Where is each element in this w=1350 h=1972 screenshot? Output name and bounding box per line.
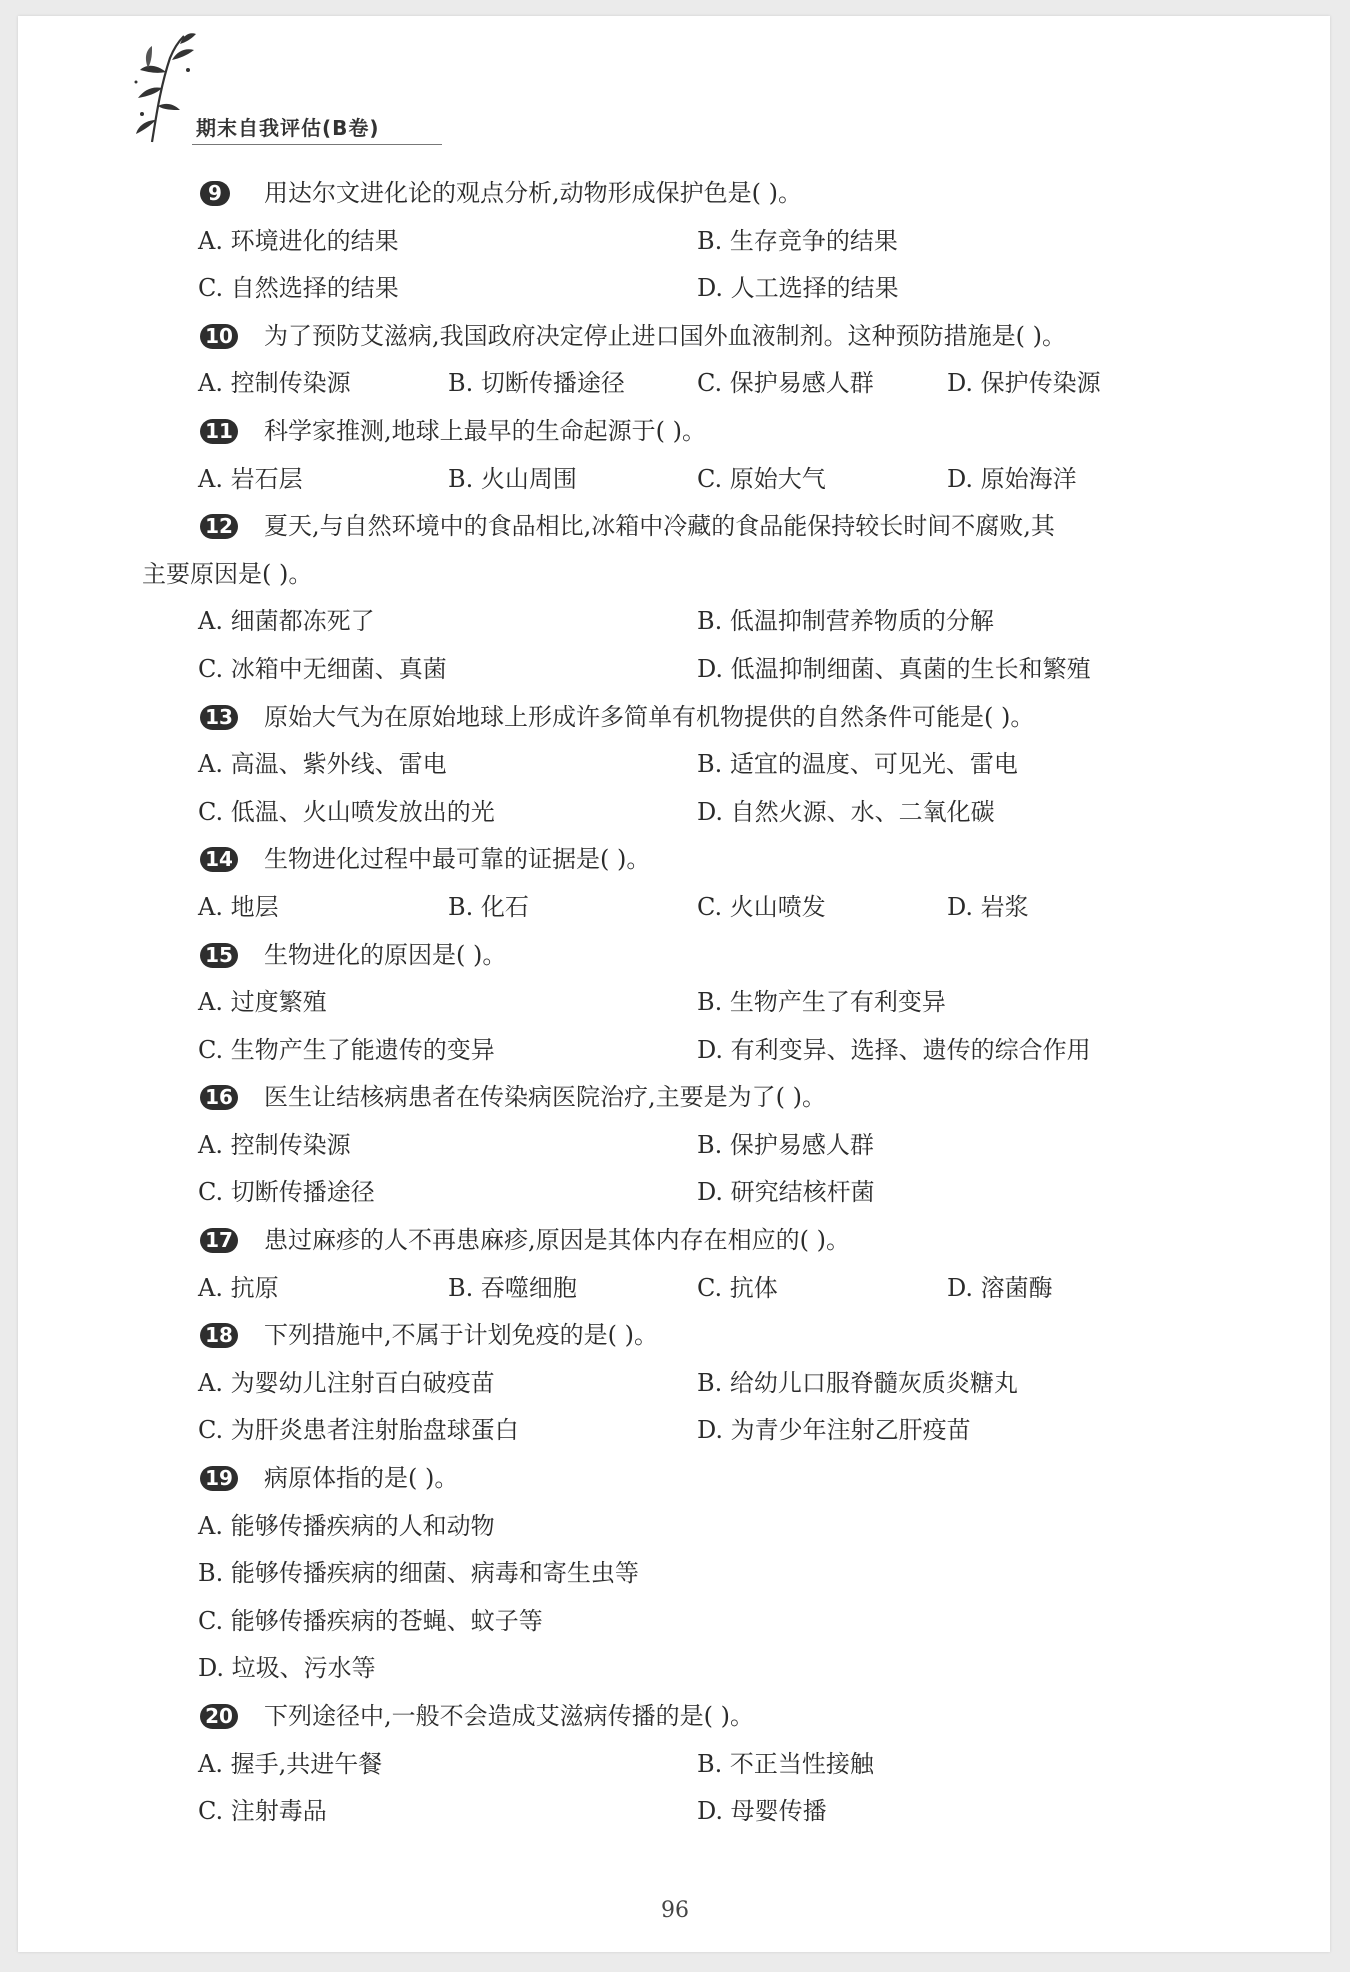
option-b[interactable]: B. 能够传播疾病的细菌、病毒和寄生虫等 <box>198 1559 639 1588</box>
option-d[interactable]: D. 岩浆 <box>947 892 1029 921</box>
question-text: 生物进化的原因是( )。 <box>264 940 507 969</box>
option-b[interactable]: B. 适宜的温度、可见光、雷电 <box>697 750 1018 779</box>
question-17-options <box>142 1265 1212 1313</box>
question-text: 夏天,与自然环境中的食品相比,冰箱中冷藏的食品能保持较长时间不腐败,其 <box>264 512 1055 541</box>
question-number-badge: 11 <box>200 419 238 444</box>
question-18-options-row1 <box>142 1360 1212 1408</box>
question-text-continued: 主要原因是( )。 <box>142 559 313 588</box>
option-c[interactable]: C. 抗体 <box>697 1273 778 1302</box>
option-a[interactable]: A. 控制传染源 <box>198 369 351 398</box>
option-a[interactable]: A. 抗原 <box>198 1273 279 1302</box>
plant-decoration-icon <box>126 28 206 146</box>
question-20-options-row1 <box>142 1741 1212 1789</box>
option-d[interactable]: D. 原始海洋 <box>947 464 1077 493</box>
question-12-options-row1 <box>142 598 1212 646</box>
question-15-options-row2 <box>142 1027 1212 1075</box>
page-number: 96 <box>661 1898 689 1923</box>
question-11-options <box>142 456 1212 504</box>
question-18-stem <box>142 1312 1212 1360</box>
option-d[interactable]: D. 研究结核杆菌 <box>697 1178 875 1207</box>
question-number-badge: 18 <box>200 1323 238 1348</box>
question-text: 生物进化过程中最可靠的证据是( )。 <box>264 845 651 874</box>
question-20-stem <box>142 1693 1212 1741</box>
question-number-badge: 19 <box>200 1466 238 1491</box>
question-text: 医生让结核病患者在传染病医院治疗,主要是为了( )。 <box>264 1083 826 1112</box>
option-a[interactable]: A. 环境进化的结果 <box>198 226 399 255</box>
option-d[interactable]: D. 自然火源、水、二氧化碳 <box>697 797 995 826</box>
header-title: 期末自我评估(B卷) <box>196 116 380 140</box>
question-10-options <box>142 360 1212 408</box>
option-a[interactable]: A. 控制传染源 <box>198 1130 351 1159</box>
question-number-badge: 10 <box>200 324 238 349</box>
option-d[interactable]: D. 垃圾、污水等 <box>198 1654 376 1683</box>
question-10-stem <box>142 313 1212 361</box>
option-c[interactable]: C. 能够传播疾病的苍蝇、蚊子等 <box>198 1606 543 1635</box>
question-number-badge: 12 <box>200 514 238 539</box>
question-16-options-row1 <box>142 1122 1212 1170</box>
option-d[interactable]: D. 为青少年注射乙肝疫苗 <box>697 1416 971 1445</box>
question-number-badge: 9 <box>200 181 230 206</box>
question-19-option-a-row <box>142 1503 1212 1551</box>
option-c[interactable]: C. 生物产生了能遗传的变异 <box>198 1035 495 1064</box>
option-a[interactable]: A. 岩石层 <box>198 464 303 493</box>
option-d[interactable]: D. 溶菌酶 <box>947 1273 1053 1302</box>
question-17-stem <box>142 1217 1212 1265</box>
option-b[interactable]: B. 火山周围 <box>448 464 577 493</box>
question-16-stem <box>142 1074 1212 1122</box>
question-text: 原始大气为在原始地球上形成许多简单有机物提供的自然条件可能是( )。 <box>264 702 1035 731</box>
option-c[interactable]: C. 原始大气 <box>697 464 826 493</box>
question-text: 患过麻疹的人不再患麻疹,原因是其体内存在相应的( )。 <box>264 1226 850 1255</box>
option-c[interactable]: C. 自然选择的结果 <box>198 274 399 303</box>
question-number-badge: 13 <box>200 705 238 730</box>
question-number-badge: 15 <box>200 943 238 968</box>
question-9-stem <box>142 170 1212 218</box>
option-c[interactable]: C. 保护易感人群 <box>697 369 874 398</box>
option-b[interactable]: B. 吞噬细胞 <box>448 1273 577 1302</box>
question-12-stem <box>142 503 1212 551</box>
option-c[interactable]: C. 注射毒品 <box>198 1797 327 1826</box>
option-b[interactable]: B. 化石 <box>448 892 529 921</box>
question-13-options-row1 <box>142 741 1212 789</box>
option-b[interactable]: B. 低温抑制营养物质的分解 <box>697 607 994 636</box>
option-d[interactable]: D. 保护传染源 <box>947 369 1101 398</box>
option-a[interactable]: A. 高温、紫外线、雷电 <box>198 750 447 779</box>
option-d[interactable]: D. 有利变异、选择、遗传的综合作用 <box>697 1035 1091 1064</box>
option-d[interactable]: D. 母婴传播 <box>697 1797 827 1826</box>
question-18-options-row2 <box>142 1407 1212 1455</box>
question-12-options-row2 <box>142 646 1212 694</box>
question-13-stem <box>142 694 1212 742</box>
option-c[interactable]: C. 切断传播途径 <box>198 1178 375 1207</box>
question-19-stem <box>142 1455 1212 1503</box>
option-b[interactable]: B. 给幼儿口服脊髓灰质炎糖丸 <box>697 1368 1018 1397</box>
question-9-options-row2 <box>142 265 1212 313</box>
page-header <box>126 28 446 146</box>
option-c[interactable]: C. 低温、火山喷发放出的光 <box>198 797 495 826</box>
question-number-badge: 17 <box>200 1228 238 1253</box>
question-number-badge: 14 <box>200 847 238 872</box>
option-b[interactable]: B. 生存竞争的结果 <box>697 226 898 255</box>
question-14-options <box>142 884 1212 932</box>
question-9-options-row1 <box>142 218 1212 266</box>
question-text: 用达尔文进化论的观点分析,动物形成保护色是( )。 <box>264 179 802 207</box>
option-a[interactable]: A. 能够传播疾病的人和动物 <box>198 1511 495 1540</box>
question-text: 下列途径中,一般不会造成艾滋病传播的是( )。 <box>264 1702 754 1730</box>
question-text: 病原体指的是( )。 <box>264 1464 459 1493</box>
option-b[interactable]: B. 生物产生了有利变异 <box>697 988 946 1017</box>
option-d[interactable]: D. 人工选择的结果 <box>697 274 899 303</box>
question-16-options-row2 <box>142 1169 1212 1217</box>
option-a[interactable]: A. 为婴幼儿注射百白破疫苗 <box>198 1368 495 1397</box>
question-12-stem-continued <box>142 551 1212 599</box>
option-a[interactable]: A. 细菌都冻死了 <box>198 607 375 636</box>
question-text: 为了预防艾滋病,我国政府决定停止进口国外血液制剂。这种预防措施是( )。 <box>264 321 1066 350</box>
question-11-stem <box>142 408 1212 456</box>
question-15-stem <box>142 932 1212 980</box>
header-underline <box>192 144 442 145</box>
option-c[interactable]: C. 火山喷发 <box>697 892 826 921</box>
option-a[interactable]: A. 过度繁殖 <box>198 988 327 1017</box>
question-text: 下列措施中,不属于计划免疫的是( )。 <box>264 1321 658 1350</box>
option-d[interactable]: D. 低温抑制细菌、真菌的生长和繁殖 <box>697 654 1091 683</box>
option-a[interactable]: A. 地层 <box>198 892 279 921</box>
option-a[interactable]: A. 握手,共进午餐 <box>198 1749 383 1778</box>
question-19-option-c-row <box>142 1598 1212 1646</box>
question-14-stem <box>142 836 1212 884</box>
question-15-options-row1 <box>142 979 1212 1027</box>
question-19-option-b-row <box>142 1550 1212 1598</box>
question-number-badge: 20 <box>200 1704 238 1729</box>
question-19-option-d-row <box>142 1645 1212 1693</box>
question-13-options-row2 <box>142 789 1212 837</box>
question-number-badge: 16 <box>200 1085 238 1110</box>
question-20-options-row2 <box>142 1788 1212 1836</box>
option-c[interactable]: C. 为肝炎患者注射胎盘球蛋白 <box>198 1416 519 1445</box>
option-b[interactable]: B. 保护易感人群 <box>697 1130 874 1159</box>
option-c[interactable]: C. 冰箱中无细菌、真菌 <box>198 654 447 683</box>
option-b[interactable]: B. 不正当性接触 <box>697 1749 874 1778</box>
question-text: 科学家推测,地球上最早的生命起源于( )。 <box>264 416 706 445</box>
question-list <box>142 170 1212 1836</box>
option-b[interactable]: B. 切断传播途径 <box>448 369 625 398</box>
